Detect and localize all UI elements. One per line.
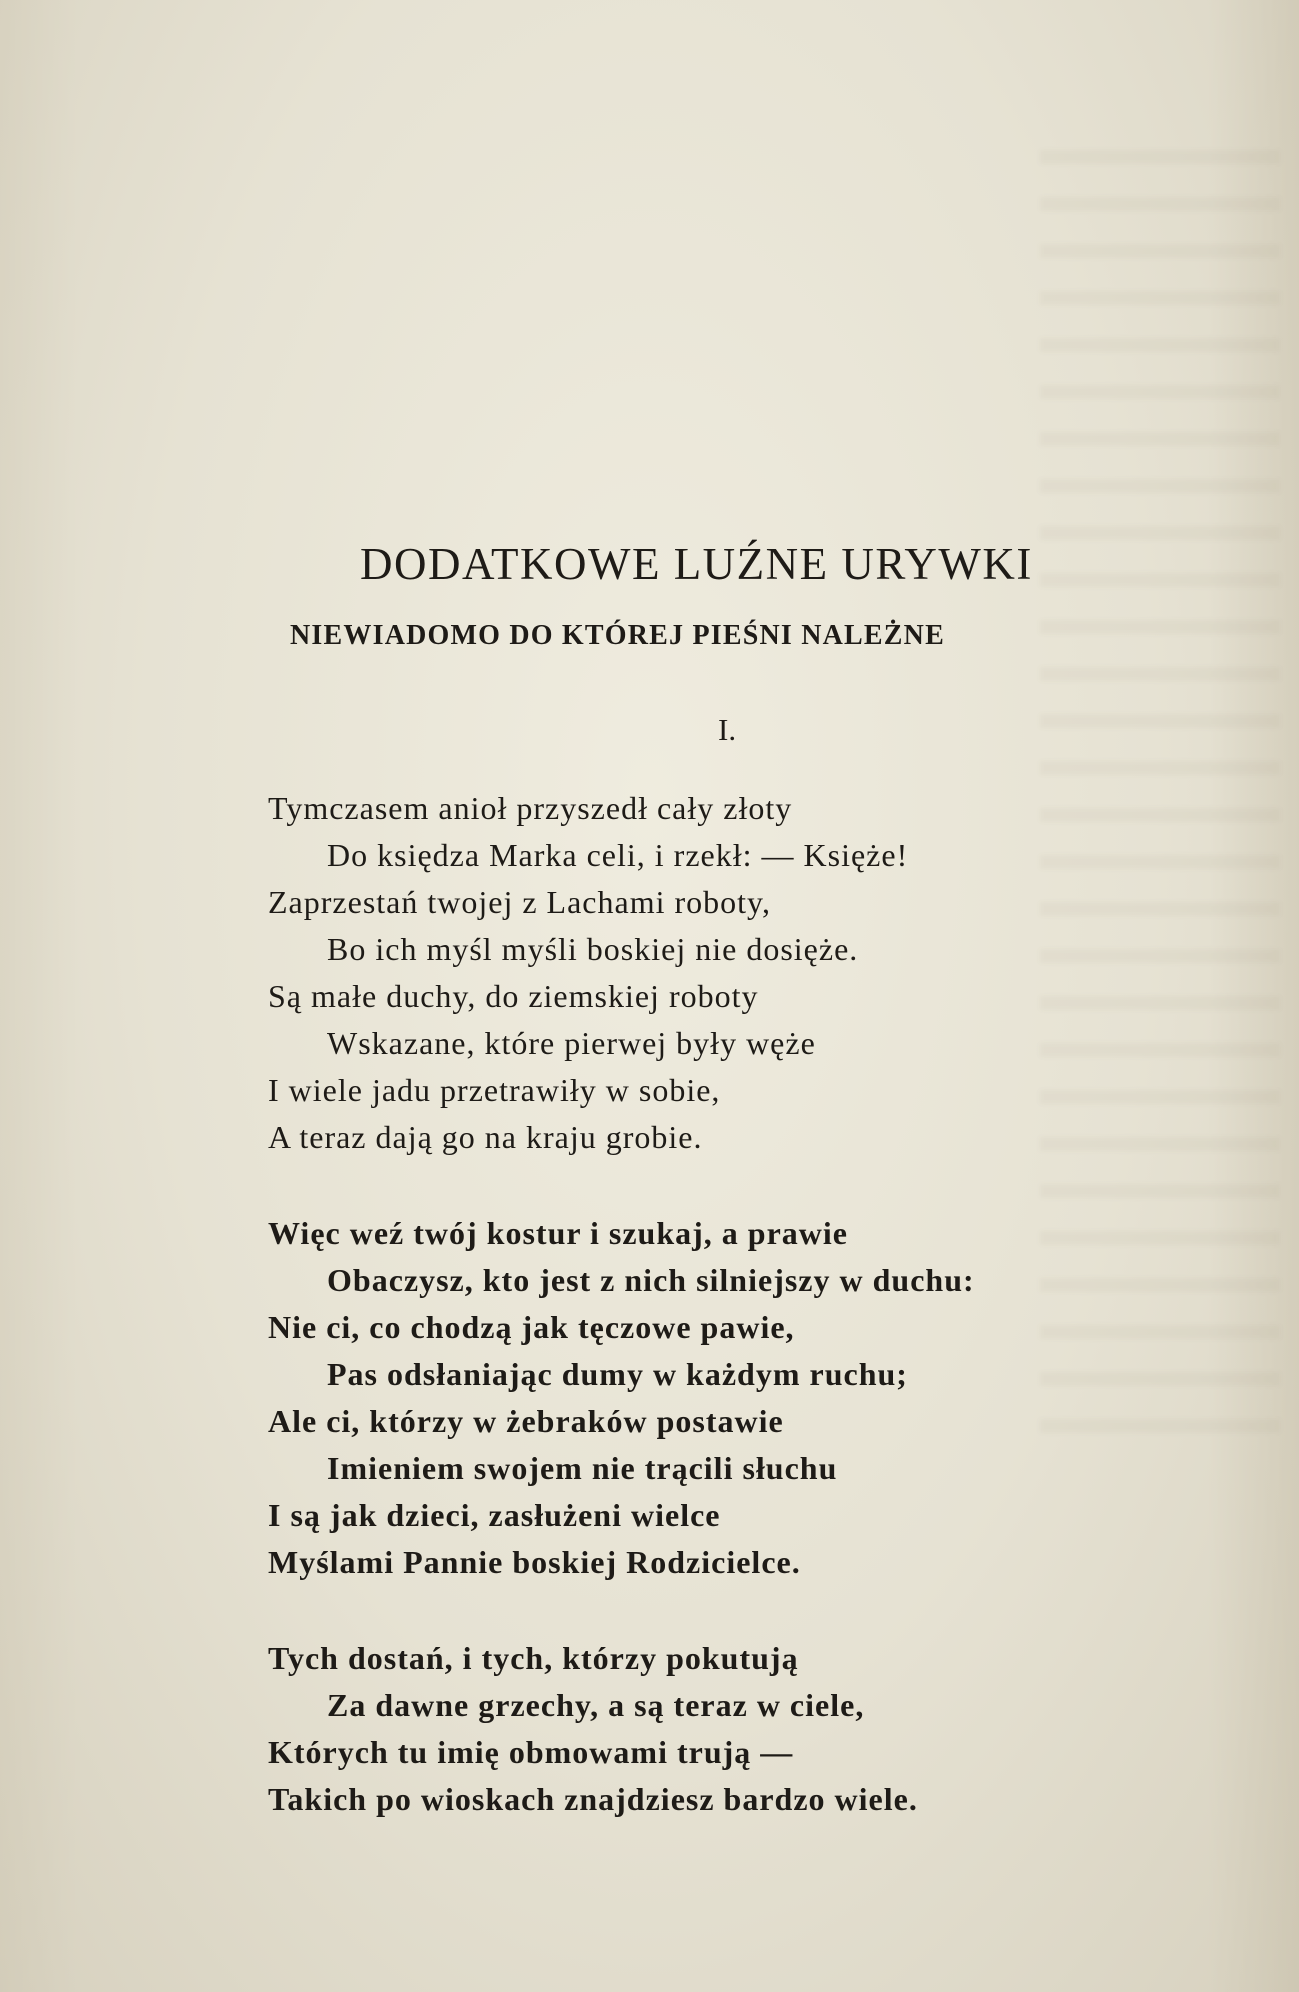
verse-line: Nie ci, co chodzą jak tęczowe pawie, xyxy=(268,1309,795,1345)
verse-line: Do księdza Marka celi, i rzekł: — Księże! xyxy=(327,837,909,873)
verse-line: A teraz dają go na kraju grobie. xyxy=(268,1119,703,1155)
verse-line: Takich po wioskach znajdziesz bardzo wiele. xyxy=(268,1781,918,1817)
page-title: DODATKOWE LUŹNE URYWKI xyxy=(360,539,1033,589)
verse-line: Wskazane, które pierwej były węże xyxy=(327,1025,816,1061)
verse-line: Imieniem swojem nie trącili słuchu xyxy=(327,1450,838,1486)
page-subtitle: NIEWIADOMO DO KTÓREJ PIEŚNI NALEŻNE xyxy=(290,620,945,651)
verse-line: I są jak dzieci, zasłużeni wielce xyxy=(268,1497,721,1533)
section-number: I. xyxy=(718,712,737,747)
verse-line: Obaczysz, kto jest z nich silniejszy w duchu: xyxy=(327,1262,975,1298)
verse-line: Pas odsłaniając dumy w każdym ruchu; xyxy=(327,1356,908,1392)
verse-line: Za dawne grzechy, a są teraz w ciele, xyxy=(327,1687,865,1723)
verse-line: Więc weź twój kostur i szukaj, a prawie xyxy=(268,1215,848,1251)
verse-line: I wiele jadu przetrawiły w sobie, xyxy=(268,1072,721,1108)
verse-line: Są małe duchy, do ziemskiej roboty xyxy=(268,978,759,1014)
verse-line: Tymczasem anioł przyszedł cały złoty xyxy=(268,790,793,826)
verse-line: Których tu imię obmowami trują — xyxy=(268,1734,794,1770)
verse-line: Myślami Pannie boskiej Rodzicielce. xyxy=(268,1544,801,1580)
show-through-text xyxy=(1040,150,1280,1450)
verse-line: Bo ich myśl myśli boskiej nie dosięże. xyxy=(327,931,859,967)
verse-line: Tych dostań, i tych, którzy pokutują xyxy=(268,1640,799,1676)
verse-line: Zaprzestań twojej z Lachami roboty, xyxy=(268,884,771,920)
verse-line: Ale ci, którzy w żebraków postawie xyxy=(268,1403,784,1439)
